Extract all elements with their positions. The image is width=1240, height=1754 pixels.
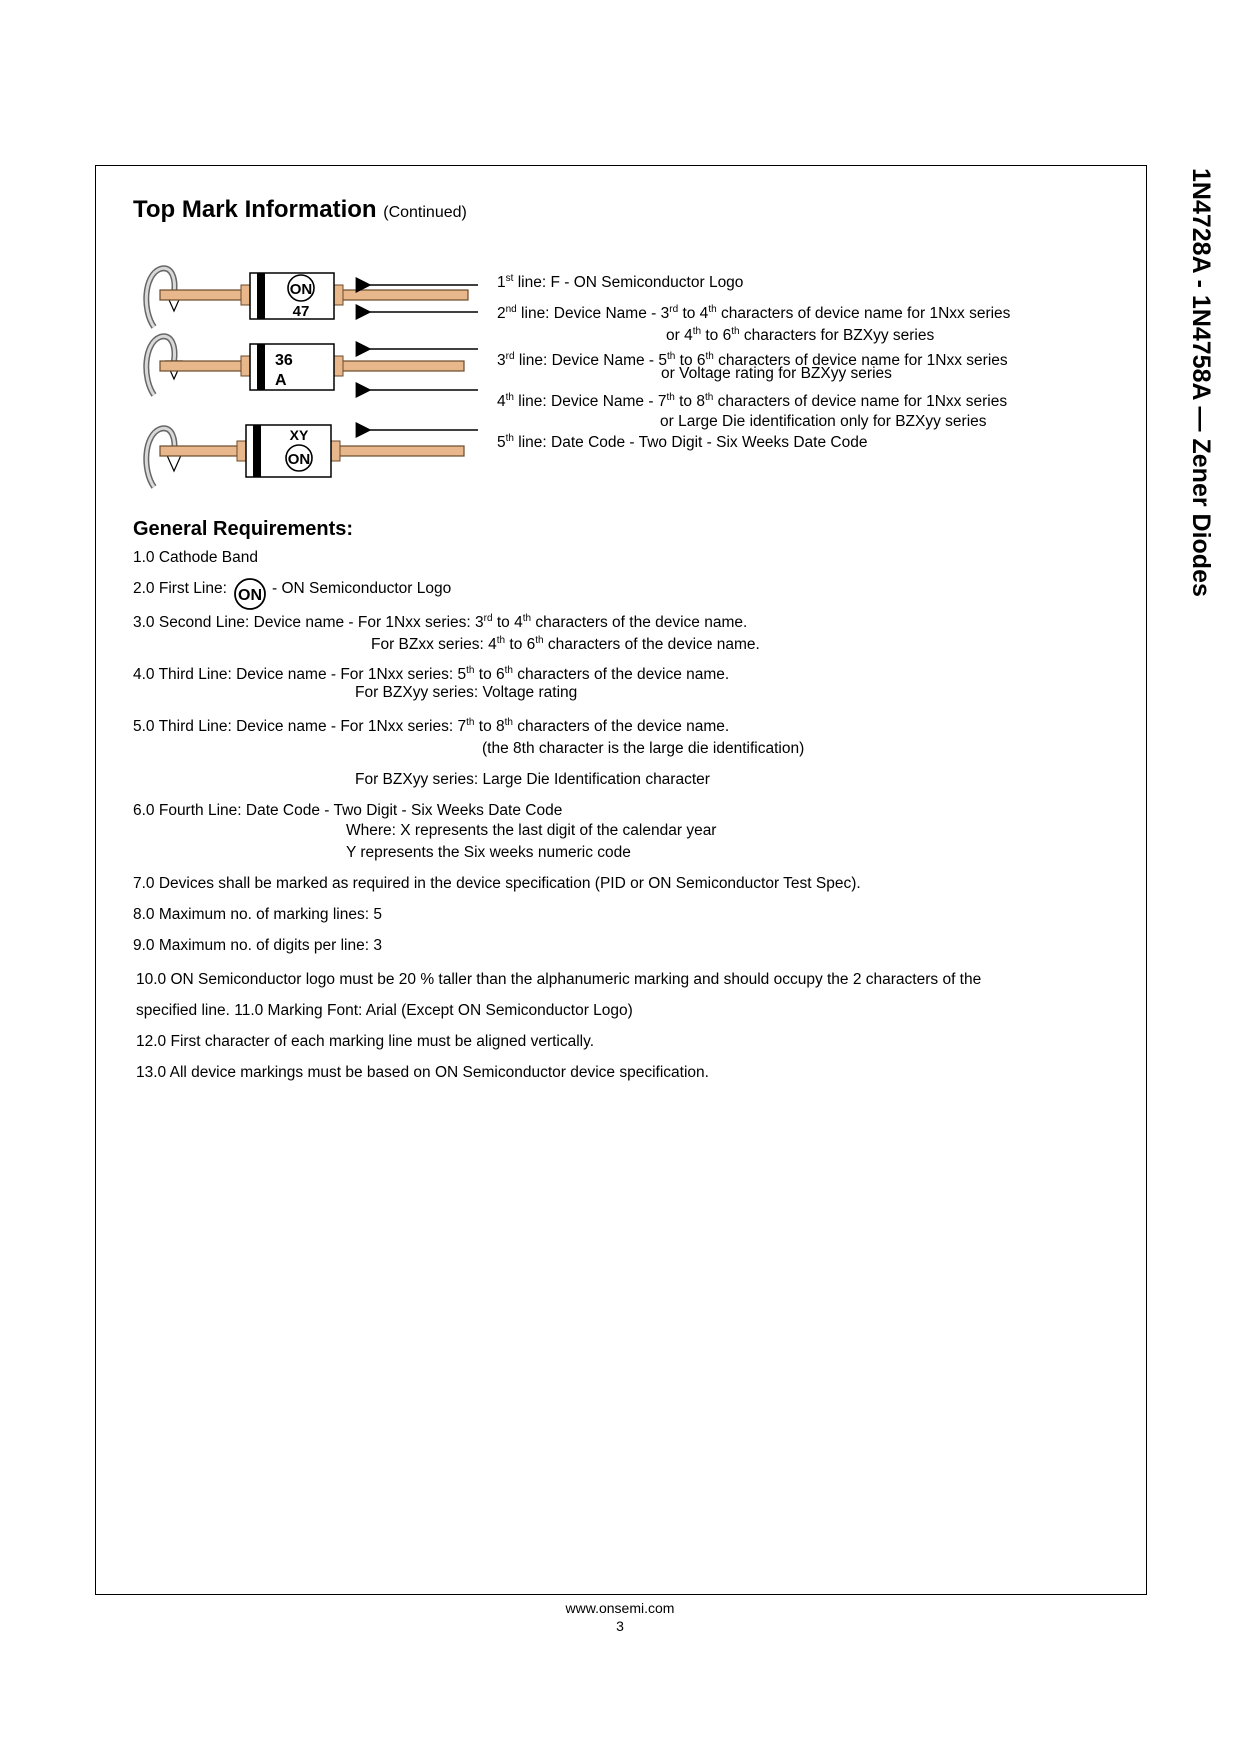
req-5b: (the 8th character is the large die identification) <box>482 740 805 757</box>
legend-line-1-text: line: F - ON Semiconductor Logo <box>513 274 744 291</box>
req-5-sup2: th <box>504 717 513 728</box>
diode-3-line1: XY <box>289 427 309 443</box>
req-3b-a: For BZxx series: 4 <box>371 636 497 653</box>
legend-line-2-sup3: th <box>708 304 717 315</box>
req-4-b: to 6 <box>474 666 505 683</box>
req-4-c: characters of the device name. <box>512 666 730 683</box>
req-3b-c: characters of the device name. <box>543 636 760 653</box>
legend-line-4b: or Large Die identification only for BZXyy series <box>660 413 987 430</box>
legend-line-1 <box>497 274 743 292</box>
side-title-text: 1N4728A - 1N4758A — Zener Diodes <box>1187 168 1215 597</box>
legend-line-2-num: 2 <box>497 305 506 322</box>
diode-3-logo-text: ON <box>287 451 311 468</box>
legend-line-1-num: 1 <box>497 274 506 291</box>
req-6c: Y represents the Six weeks numeric code <box>346 844 631 861</box>
legend-line-2b-sup2: th <box>731 326 740 337</box>
diode-3 <box>146 425 464 487</box>
page-title-text: Top Mark Information <box>133 196 377 223</box>
diode-1-logo-text: ON <box>289 281 313 298</box>
legend-line-4-num: 4 <box>497 393 506 410</box>
diode-2 <box>146 336 464 395</box>
legend-line-4-a: line: Device Name - 7 <box>513 393 667 410</box>
legend-line-4-c: characters of device name for 1Nxx series <box>713 393 1008 410</box>
req-5 <box>133 718 729 736</box>
legend-line-3-sup2: th <box>667 351 676 362</box>
req-7: 7.0 Devices shall be marked as required in the device specification (PID or ON Semiconductor Test Spec). <box>133 875 861 892</box>
legend-line-2b-b: to 6 <box>701 327 732 344</box>
req-5-a: 5.0 Third Line: Device name - For 1Nxx series: 7 <box>133 718 467 735</box>
req-13: 13.0 All device markings must be based on ON Semiconductor device specification. <box>136 1064 709 1081</box>
req-3b-sup: th <box>496 635 506 646</box>
req-3-sup: rd <box>483 613 493 624</box>
req-4 <box>133 666 729 684</box>
legend-line-4 <box>497 393 1007 411</box>
req-3-a: 3.0 Second Line: Device name - For 1Nxx series: 3 <box>133 614 484 631</box>
req-4-a: 4.0 Third Line: Device name - For 1Nxx series: 5 <box>133 666 467 683</box>
req-3-sup2: th <box>522 613 532 624</box>
legend-line-2-c: characters of device name for 1Nxx series <box>716 305 1011 322</box>
footer-url: www.onsemi.com <box>565 1600 675 1616</box>
legend-line-2b-sup: th <box>692 326 702 337</box>
req-4-sup: th <box>466 665 475 676</box>
legend-line-5-sup: th <box>505 433 514 444</box>
legend-line-4-sup2: th <box>666 392 675 403</box>
req-4b: For BZXyy series: Voltage rating <box>355 684 578 701</box>
legend-line-2b <box>666 327 934 345</box>
req-5-b: to 8 <box>474 718 505 735</box>
req-3-c: characters of the device name. <box>531 614 748 631</box>
req-2-label: 2.0 First Line: <box>133 580 227 597</box>
legend-line-2b-a: or 4 <box>666 327 693 344</box>
legend-line-3-sup3: th <box>705 351 714 362</box>
legend-line-5-num: 5 <box>497 434 506 451</box>
req-8: 8.0 Maximum no. of marking lines: 5 <box>133 906 382 923</box>
req-5-c: characters of the device name. <box>512 718 730 735</box>
req-3b <box>371 636 760 654</box>
legend-line-4-sup3: th <box>704 392 714 403</box>
req-3-b: to 4 <box>492 614 523 631</box>
req-3b-b: to 6 <box>505 636 536 653</box>
req-12: 12.0 First character of each marking line must be aligned vertically. <box>136 1033 595 1050</box>
req-3 <box>133 614 747 632</box>
req-4-sup2: th <box>504 665 513 676</box>
req-2-text: - ON Semiconductor Logo <box>272 580 452 597</box>
legend-line-2 <box>497 305 1010 323</box>
req-1: 1.0 Cathode Band <box>133 549 258 566</box>
on-semiconductor-logo-icon <box>233 577 267 611</box>
req-5-sup: th <box>466 717 475 728</box>
diode-1-line2: 47 <box>292 303 310 320</box>
legend-line-2-a: line: Device Name - 3 <box>516 305 670 322</box>
diode-2-line2: A <box>275 372 287 389</box>
legend-line-3-a: line: Device Name - 5 <box>514 352 668 369</box>
legend-line-3-c: characters of device name for 1Nxx series <box>713 352 1008 369</box>
legend-line-3-b: to 6 <box>675 352 706 369</box>
legend-line-4-b: to 8 <box>674 393 705 410</box>
legend-line-2-b: to 4 <box>678 305 709 322</box>
diode-marking-diagram <box>140 265 480 495</box>
legend-line-2-sup2: rd <box>669 304 679 315</box>
rotation-arrow-icon <box>146 428 182 487</box>
legend-line-5 <box>497 434 867 452</box>
req-6b: Where: X represents the last digit of the calendar year <box>346 822 717 839</box>
legend-line-2-sup: nd <box>505 304 517 315</box>
continued-label: (Continued) <box>383 204 467 221</box>
legend-line-2b-c: characters for BZXyy series <box>739 327 935 344</box>
general-requirements-title: General Requirements: <box>133 518 354 540</box>
diode-2-line1: 36 <box>275 352 293 369</box>
req-10: 10.0 ON Semiconductor logo must be 20 % taller than the alphanumeric marking and should occupy the 2 characters of the <box>136 971 982 988</box>
req-5c: For BZXyy series: Large Die Identification character <box>355 771 710 788</box>
page-number: 3 <box>616 1618 624 1634</box>
diode-1 <box>146 268 468 327</box>
legend-line-4-sup: th <box>505 392 514 403</box>
pointer-arrows <box>370 285 478 430</box>
side-title <box>1175 168 1215 608</box>
legend-line-3-num: 3 <box>497 352 506 369</box>
inline-logo-text: ON <box>238 587 262 604</box>
legend-line-5-text: line: Date Code - Two Digit - Six Weeks Date Code <box>513 434 868 451</box>
req-10b: specified line. 11.0 Marking Font: Arial (Except ON Semiconductor Logo) <box>136 1002 633 1019</box>
page-title <box>133 196 467 224</box>
legend-line-1-sup: st <box>505 273 514 284</box>
req-3b-sup2: th <box>535 635 544 646</box>
req-6: 6.0 Fourth Line: Date Code - Two Digit - Six Weeks Date Code <box>133 802 563 819</box>
req-9: 9.0 Maximum no. of digits per line: 3 <box>133 937 382 954</box>
legend-line-3b: or Voltage rating for BZXyy series <box>661 365 892 382</box>
legend-line-3-sup: rd <box>505 351 515 362</box>
